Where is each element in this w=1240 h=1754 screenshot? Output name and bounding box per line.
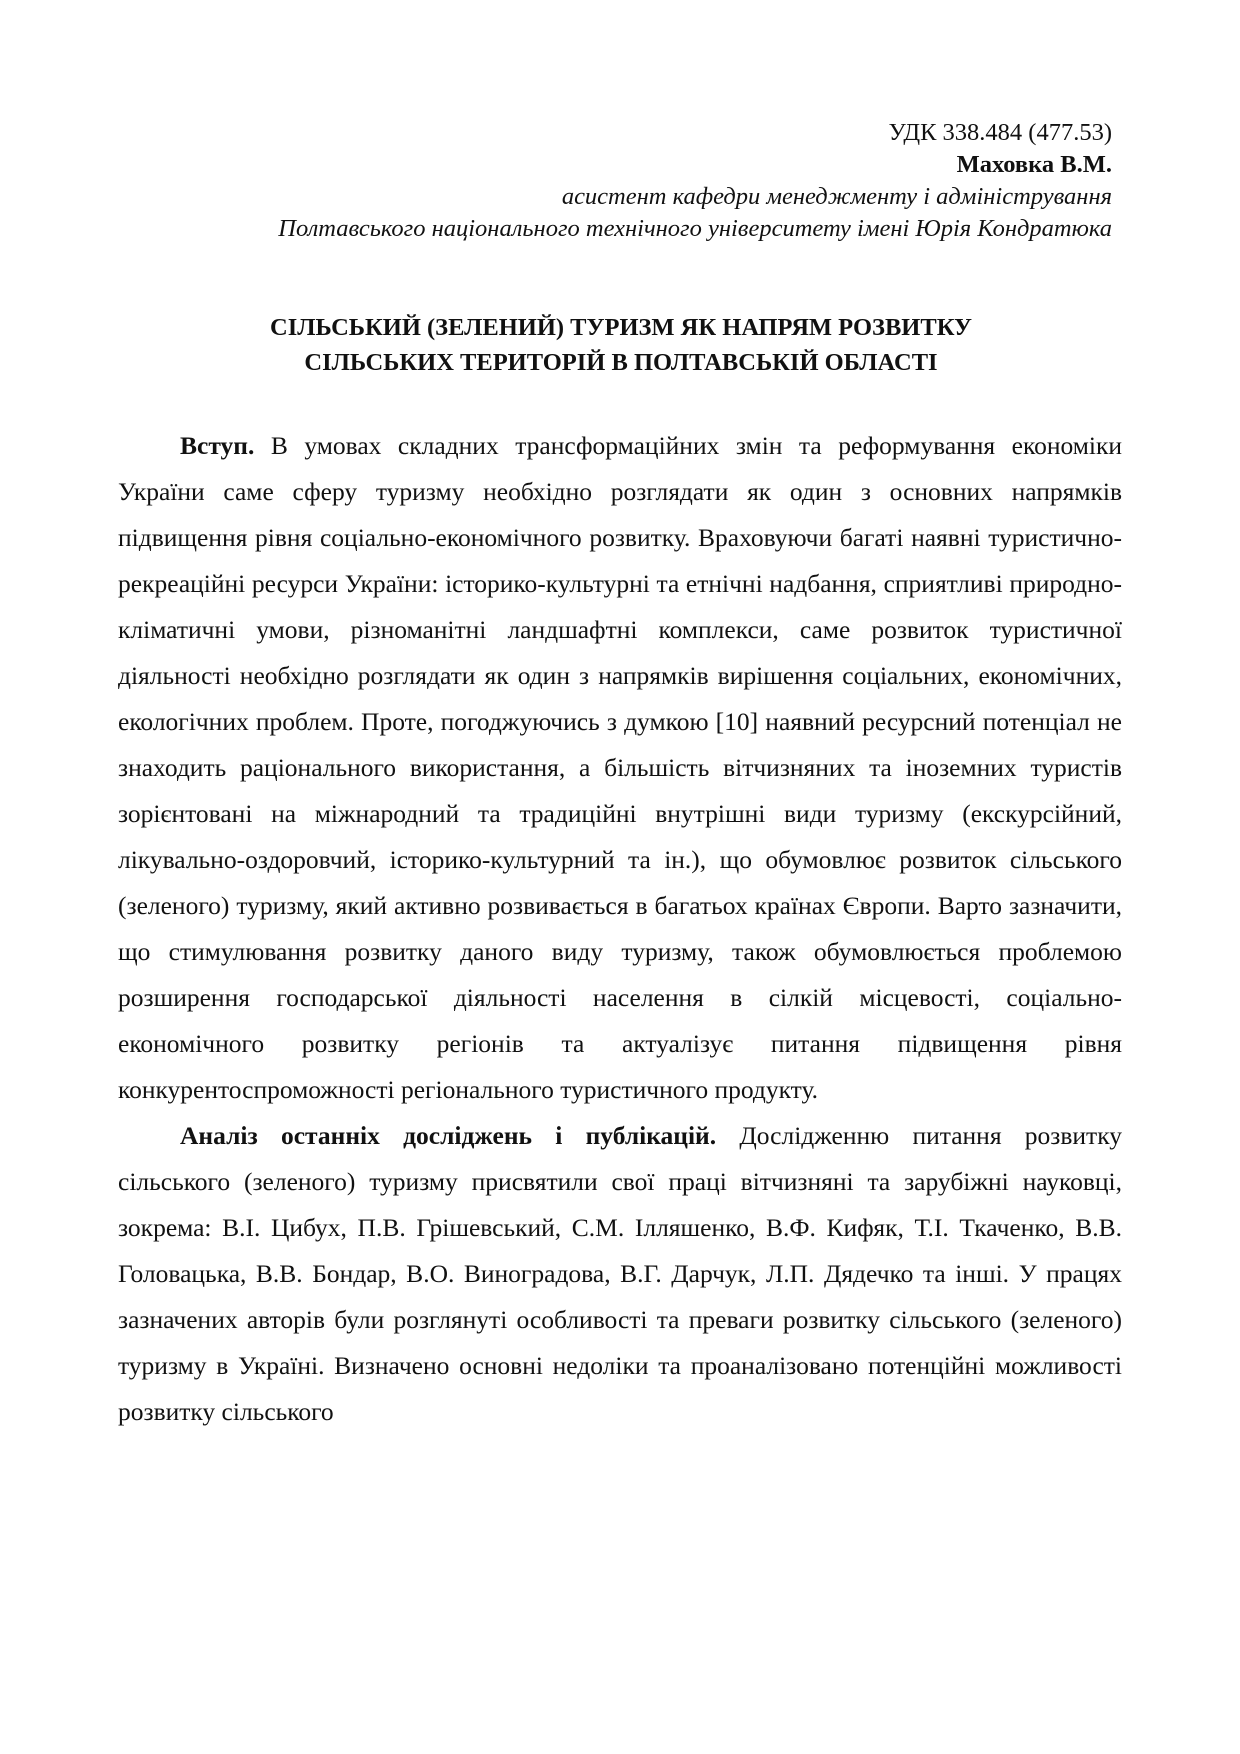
intro-paragraph <box>118 423 1122 1113</box>
article-body <box>118 423 1122 1435</box>
author-institution: Полтавського національного технічного університету імені Юрія Кондратюка <box>278 215 1112 242</box>
article-header <box>110 117 1112 245</box>
intro-text: В умовах складних трансформаційних змін та реформування економіки України саме сферу туризму необхідно розглядати як один з основних напрямків підвищення рівня соціально-економічного розвитку. Враховуючи багаті наявні туристично-рекреаційні ресурси України: історико-культурні та етнічні надбання, сприятливі природно-кліматичні умови, різноманітні ландшафтні комплекси, саме розвиток туристичної діяльності необхідно розглядати як один з напрямків вирішення соціальних, економічних, екологічних проблем. Проте, погоджуючись з думкою [10] наявний ресурсний потенціал не знаходить раціонального використання, а більшість вітчизняних та іноземних туристів зорієнтовані на міжнародний та традиційні внутрішні види туризму (екскурсійний, лікувально-оздоровчий, історико-культурний та ін.), що обумовлює розвиток сільського (зеленого) туризму, який активно розвивається в багатьох країнах Європи. Варто зазначити, що стимулювання розвитку даного виду туризму, також обумовлюється проблемою розширення господарської діяльності населення в сілкій місцевості, соціально-економічного розвитку регіонів та актуалізує питання підвищення рівня конкурентоспроможності регіонального туристичного продукту. <box>118 431 1122 1104</box>
udk-code: УДК 338.484 (477.53) <box>888 119 1112 146</box>
author-position: асистент кафедри менеджменту і адміністрування <box>561 183 1112 210</box>
title-line-2: СІЛЬСЬКИХ ТЕРИТОРІЙ В ПОЛТАВСЬКІЙ ОБЛАСТІ <box>304 349 938 376</box>
analysis-paragraph <box>118 1113 1122 1435</box>
article-title <box>120 310 1122 380</box>
title-line-1: СІЛЬСЬКИЙ (ЗЕЛЕНИЙ) ТУРИЗМ ЯК НАПРЯМ РОЗВИТКУ <box>270 314 972 341</box>
analysis-heading: Аналіз останніх досліджень і публікацій. <box>180 1121 717 1150</box>
author-name: Маховка В.М. <box>956 151 1112 178</box>
intro-heading: Вступ. <box>180 431 255 460</box>
analysis-text: Дослідженню питання розвитку сільського (зеленого) туризму присвятили свої праці вітчизняні та зарубіжні науковці, зокрема: В.І. Цибух, П.В. Грішевський, С.М. Ілляшенко, В.Ф. Кифяк, Т.І. Ткаченко, В.В. Головацька, В.В. Бондар, В.О. Виноградова, В.Г. Дарчук, Л.П. Дядечко та інші. У працях зазначених авторів були розглянуті особливості та преваги розвитку сільського (зеленого) туризму в Україні. Визначено основні недоліки та проаналізовано потенційні можливості розвитку сільського <box>118 1121 1122 1426</box>
